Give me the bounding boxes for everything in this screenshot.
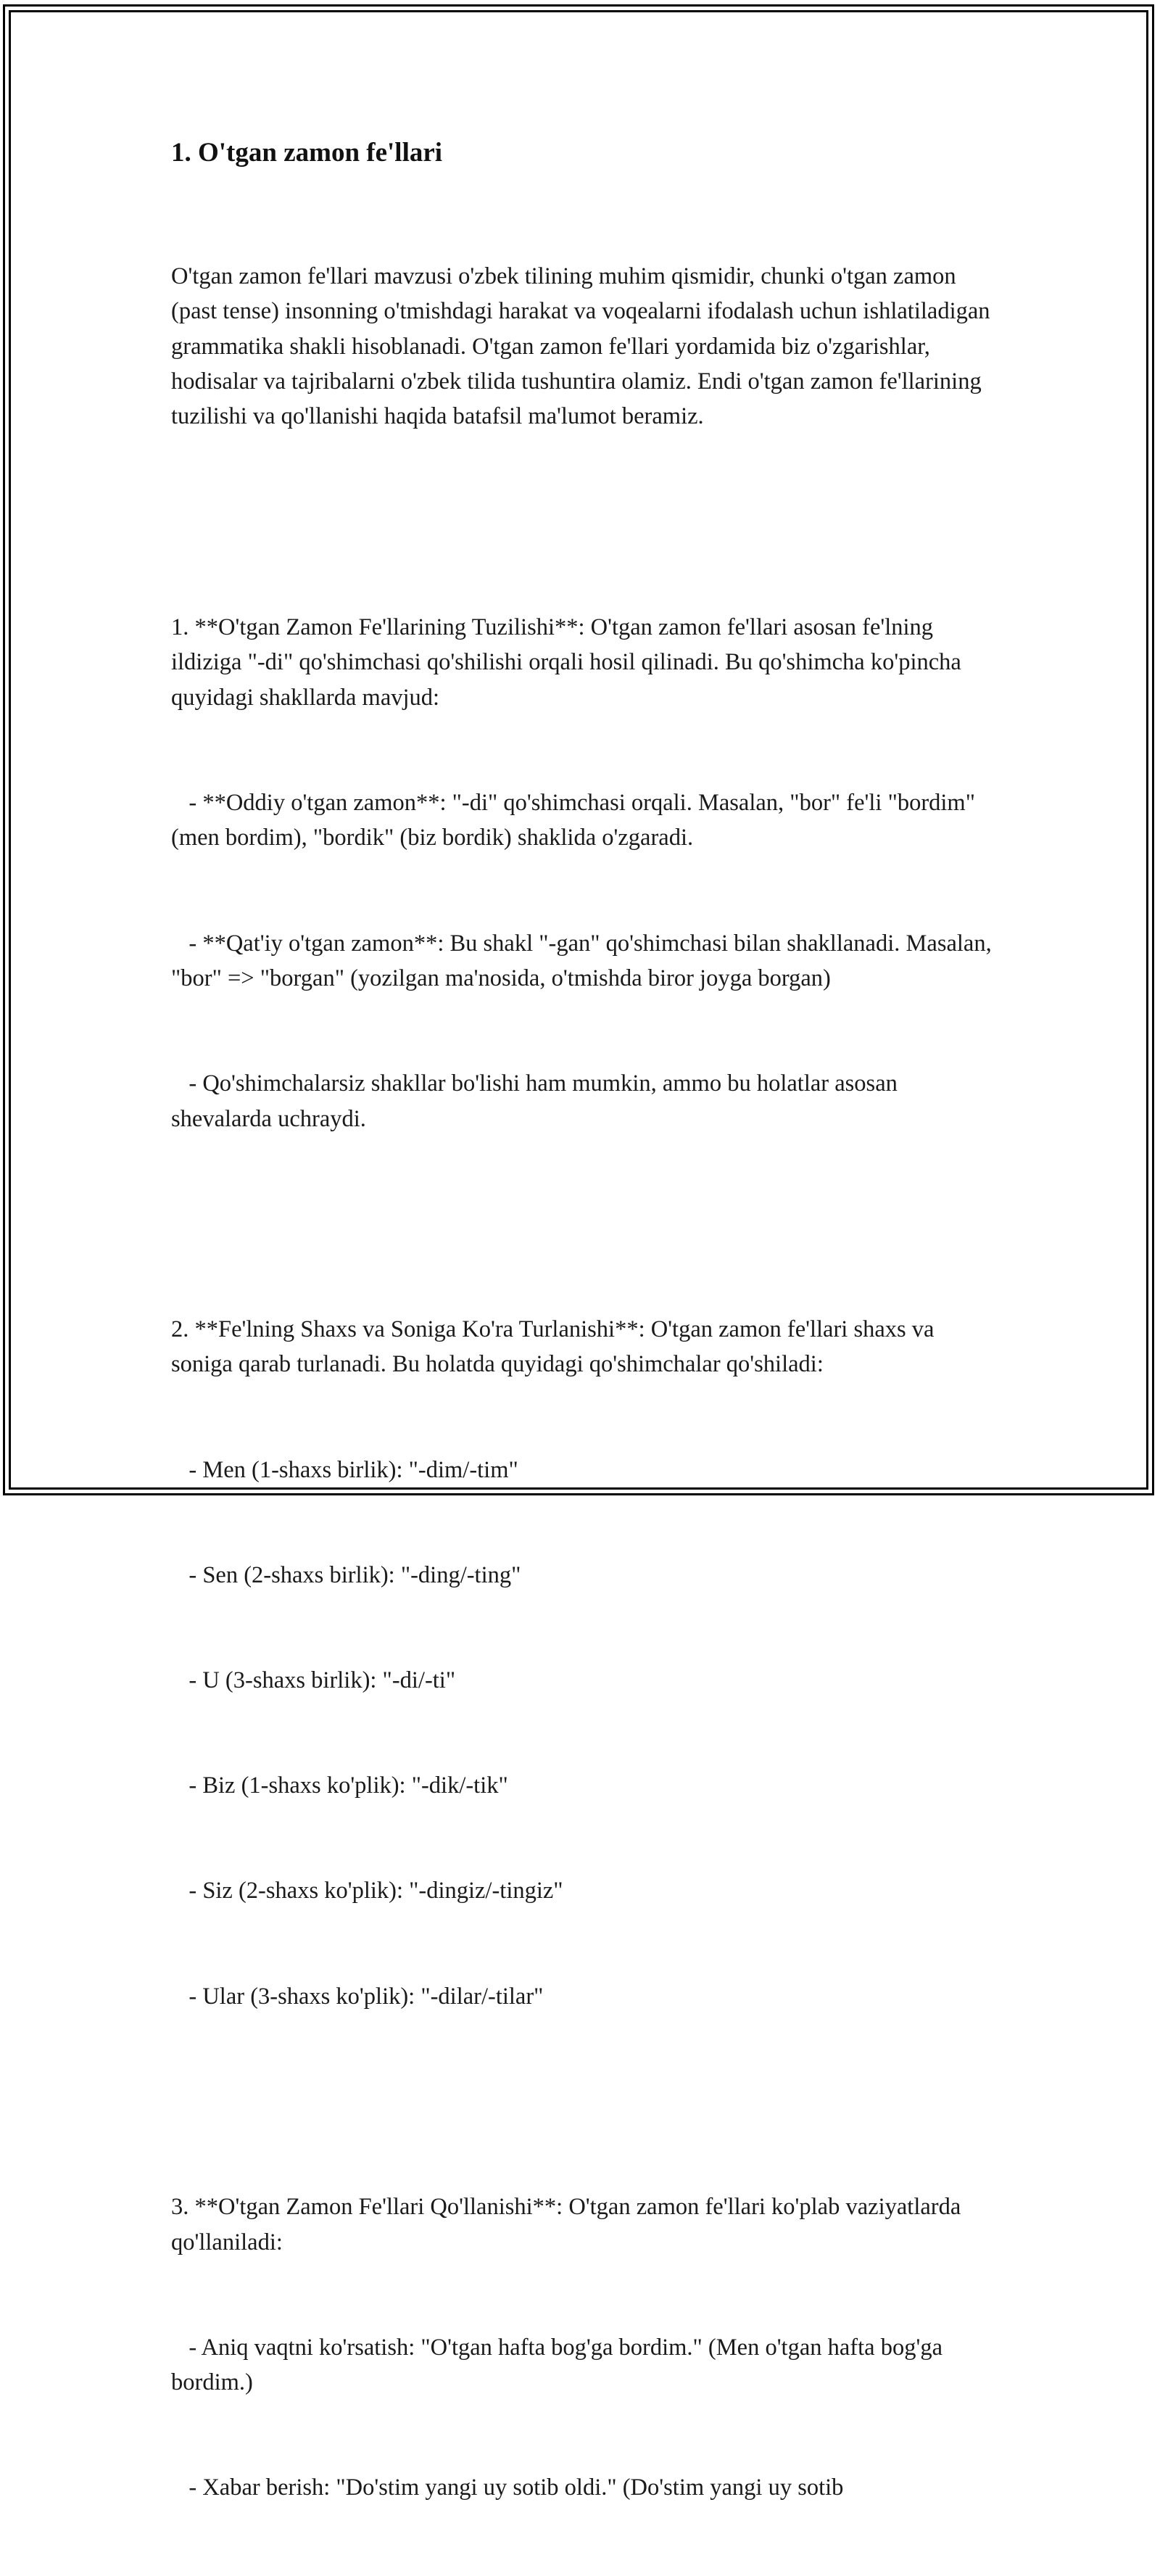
paragraph-intro [171,189,998,505]
list-item: - **Oddiy o'tgan zamon**: "-di" qo'shimchasi orqali. Masalan, "bor" fe'li "bordim" (men bordim), "bordik" (biz bordik) shaklida o'zgaradi. [171,789,982,851]
paragraph-line: O'tgan zamon fe'llari mavzusi o'zbek tilining muhim qismidir, chunki o'tgan zamon (past tense) insonning o'tmishdagi harakat va voqealarni ifodalash uchun ishlatiladigan grammatika shakli hisoblanadi. O'tgan zamon fe'llari yordamida biz o'zgarishlar, hodisalar va tajribalarni o'zbek tilida tushuntira olamiz. Endi o'tgan zamon fe'llarining tuzilishi va qo'llanishi haqida batafsil ma'lumot beramiz. [171,263,996,430]
paragraph-line: 1. **O'tgan Zamon Fe'llarining Tuzilishi**: O'tgan zamon fe'llari asosan fe'lning ildiziga "-di" qo'shimchasi qo'shilishi orqali hosil qilinadi. Bu qo'shimcha ko'pincha quyidagi shakllarda mavjud: [171,614,967,711]
paragraph-line: 3. **O'tgan Zamon Fe'llari Qo'llanishi**: O'tgan zamon fe'llari ko'plab vaziyatlarda qo'llaniladi: [171,2194,967,2255]
list-item: - Xabar berish: "Do'stim yangi uy sotib oldi." (Do'stim yangi uy sotib [171,2474,844,2501]
document-page [171,135,998,2576]
list-item: - Sen (2-shaxs birlik): "-ding/-ting" [171,1561,521,1588]
list-item: - Qo'shimchalarsiz shakllar bo'lishi ham mumkin, ammo bu holatlar asosan shevalarda uchraydi. [171,1070,903,1132]
list-item: - Men (1-shaxs birlik): "-dim/-tim" [171,1456,518,1483]
list-item: - Ular (3-shaxs ko'plik): "-dilar/-tilar" [171,1983,544,2010]
section-title: 1. O'tgan zamon fe'llari [171,138,443,168]
list-item: - Siz (2-shaxs ko'plik): "-dingiz/-tingiz" [171,1878,563,1904]
list-item: - Aniq vaqtni ko'rsatish: "O'tgan hafta bog'ga bordim." (Men o'tgan hafta bog'ga bordim.) [171,2334,949,2396]
paragraph-structure [171,540,998,1207]
list-item: - **Qat'iy o'tgan zamon**: Bu shakl "-gan" qo'shimchasi bilan shakllanadi. Masalan, "bor" => "borgan" (yozilgan ma'nosida, o'tmishda biror joyga borgan) [171,930,998,991]
list-item: - Biz (1-shaxs ko'plik): "-dik/-tik" [171,1772,508,1799]
paragraph-line: 2. **Fe'lning Shaxs va Soniga Ko'ra Turlanishi**: O'tgan zamon fe'llari shaxs va soniga qarab turlanadi. Bu holatda quyidagi qo'shimchalar qo'shiladi: [171,1316,940,1378]
paragraph-usage [171,2119,998,2575]
paragraph-conjugation [171,1242,998,2084]
list-item: - U (3-shaxs birlik): "-di/-ti" [171,1667,456,1694]
